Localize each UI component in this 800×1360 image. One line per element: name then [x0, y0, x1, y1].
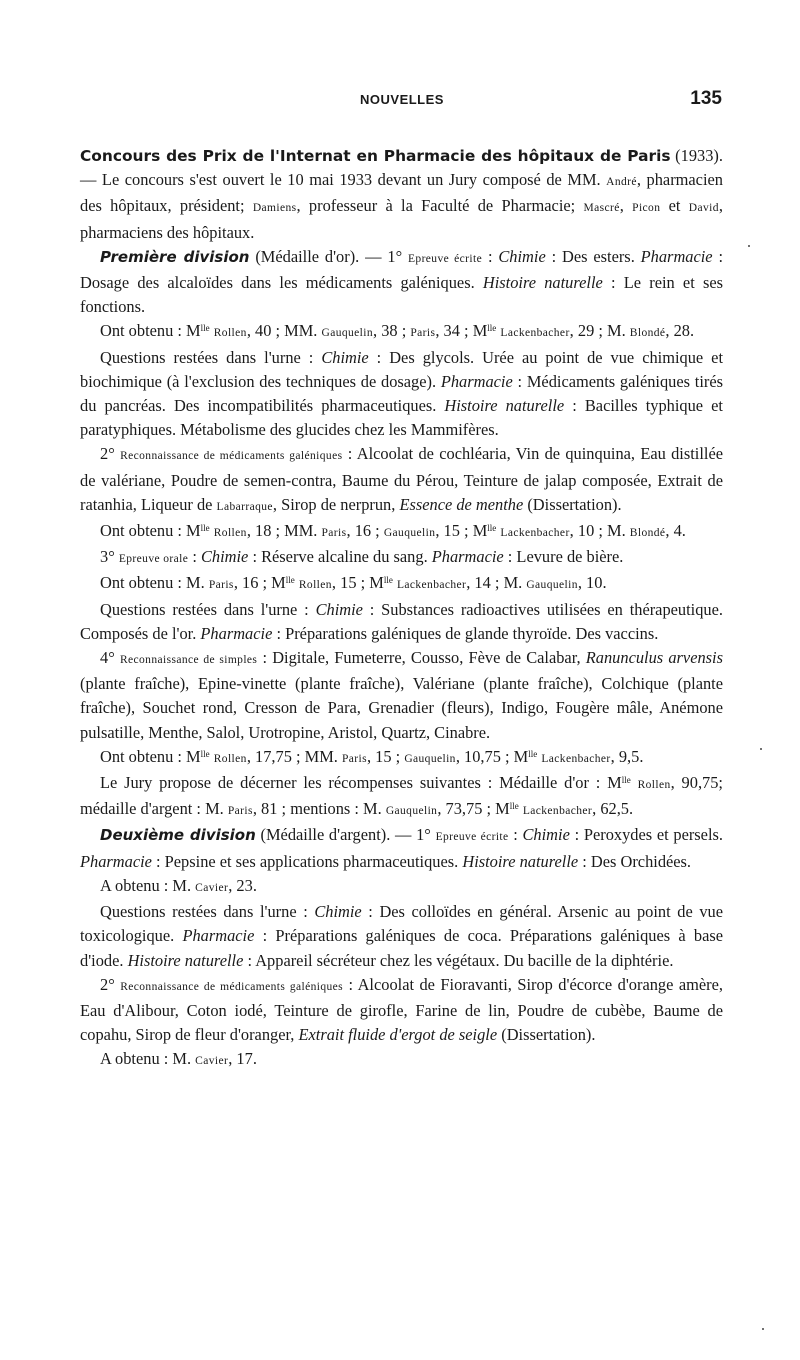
exam-paragraph: 2° Reconnaissance de médicaments galéniques : Alcoolat de cochléaria, Vin de quinquina, Eau distillée de valériane, Poudre de semen-contra, Baume du Pérou, Teinture de jalap composée, Extrait de ratanhia, Liqueur de Labarraque, Sirop de nerprun, Essence de menthe (Dissertation). — [80, 444, 723, 514]
questions-paragraph: Questions restées dans l'urne : Chimie : Des colloïdes en général. Arsenic au point de vue toxicologique. Pharmacie : Préparations galéniques de coca. Préparations galéniques à base d'iode. Histoire naturelle : Appareil sécréteur chez les végétaux. Du bacille de la diphtérie. — [80, 902, 724, 970]
page-number: 135 — [690, 88, 722, 109]
results-paragraph: Ont obtenu : $M^{lle}$ Rollen, 40 ; MM. Gauquelin, 38 ; Paris, 34 ; $M^{lle}$ Lackenbacher, 29 ; M. Blondé, 28. — [100, 321, 695, 341]
questions-paragraph: Questions restées dans l'urne : Chimie : Substances radioactives utilisées en thérapeutique. Composés de l'or. Pharmacie : Préparations galéniques de glande thyroïde. Des vaccins. — [80, 599, 723, 643]
article-title: Concours des Prix de l'Internat en Pharmacie des hôpitaux de Paris — [80, 147, 671, 165]
jury-member: David — [688, 202, 719, 215]
jury-member: Damiens — [252, 202, 297, 215]
article-body — [80, 144, 723, 1074]
questions-paragraph: Questions restées dans l'urne : Chimie : Des glycols. Urée au point de vue chimique et biochimique (à l'exclusion des techniques de dosage). Pharmacie : Médicaments galéniques tirés du pancréas. Des incompatibilités pharmaceutiques. Histoire naturelle : Bacilles typhique et paratyphiques. Métabolisme des glucides chez les Mammifères. — [80, 347, 724, 440]
awards-paragraph: Le Jury propose de décerner les récompenses suivantes : Médaille d'or : $M^{lle}$ Rollen, 90,75; médaille d'argent : M. Paris, 81 ; mentions : M. Gauquelin, 73,75 ; $M^{lle}$ Lackenbacher, 62,5. — [80, 773, 723, 819]
jury-member: Mascré — [583, 202, 620, 215]
second-division-paragraph: Deuxième division (Médaille d'argent). — 1° Epreuve écrite : Chimie : Peroxydes et persels. Pharmacie : Pepsine et ses applications pharmaceutiques. Histoire naturelle : Des Orchidées. — [80, 825, 723, 871]
intro-paragraph: Concours des Prix de l'Internat en Pharmacie des hôpitaux de Paris (1933). — Le concours s'est ouvert le 10 mai 1933 devant un Jury composé de MM. André, pharmacien des hôpitaux, président; Damiens, professeur à la Faculté de Pharmacie; Mascré, Picon et David, pharmaciens des hôpitaux. — [80, 146, 723, 242]
exam-paragraph: 2° Reconnaissance de médicaments galéniques : Alcoolat de Fioravanti, Sirop d'écorce d'orange amère, Eau d'Alibour, Coton iodé, Teinture de girofle, Farine de lin, Poudre de cubèbe, Baume de copahu, Sirop de fleur d'oranger, Extrait fluide d'ergot de seigle (Dissertation). — [80, 974, 723, 1045]
results-paragraph: Ont obtenu : $M^{lle}$ Rollen, 18 ; MM. Paris, 16 ; Gauquelin, 15 ; $M^{lle}$ Lackenbacher, 10 ; M. Blondé, 4. — [100, 521, 686, 541]
jury-member: Picon — [632, 202, 661, 215]
results-paragraph: Ont obtenu : M. Paris, 16 ; $M^{lle}$ Rollen, 15 ; $M^{lle}$ Lackenbacher, 14 ; M. Gauquelin, 10. — [100, 573, 607, 593]
first-division-paragraph: Première division (Médaille d'or). — 1° Epreuve écrite : Chimie : Des esters. Pharmacie : Dosage des alcaloïdes dans les médicaments galéniques. Histoire naturelle : Le rein et ses fonctions. — [80, 246, 723, 317]
exam-paragraph: 4° Reconnaissance de simples : Digitale, Fumeterre, Cousso, Fève de Calabar, Ranunculus arvensis (plante fraîche), Epine-vinette (plante fraîche), Valériane (plante fraîche), Colchique (plante fraîche), Souchet rond, Cresson de Para, Grenadier (fleurs), Indigo, Fougère mâle, Anémone pulsatille, Menthe, Salol, Urotropine, Aristol, Quartz, Cinabre. — [80, 648, 723, 742]
division-heading: Première division — [100, 247, 250, 266]
scan-speck — [762, 1328, 764, 1330]
scan-speck — [748, 245, 750, 247]
results-paragraph: A obtenu : M. Cavier, 17. — [100, 1049, 257, 1069]
results-paragraph: Ont obtenu : $M^{lle}$ Rollen, 17,75 ; MM. Paris, 15 ; Gauquelin, 10,75 ; $M^{lle}$ Lackenbacher, 9,5. — [100, 746, 644, 766]
jury-member: André — [606, 176, 637, 189]
scan-speck — [760, 748, 762, 750]
results-paragraph: A obtenu : M. Cavier, 23. — [100, 875, 257, 895]
division-heading: Deuxième division — [100, 826, 256, 845]
page-header — [82, 90, 722, 118]
exam-paragraph: 3° Epreuve orale : Chimie : Réserve alcaline du sang. Pharmacie : Levure de bière. — [100, 547, 624, 567]
running-title: NOUVELLES — [360, 92, 444, 107]
